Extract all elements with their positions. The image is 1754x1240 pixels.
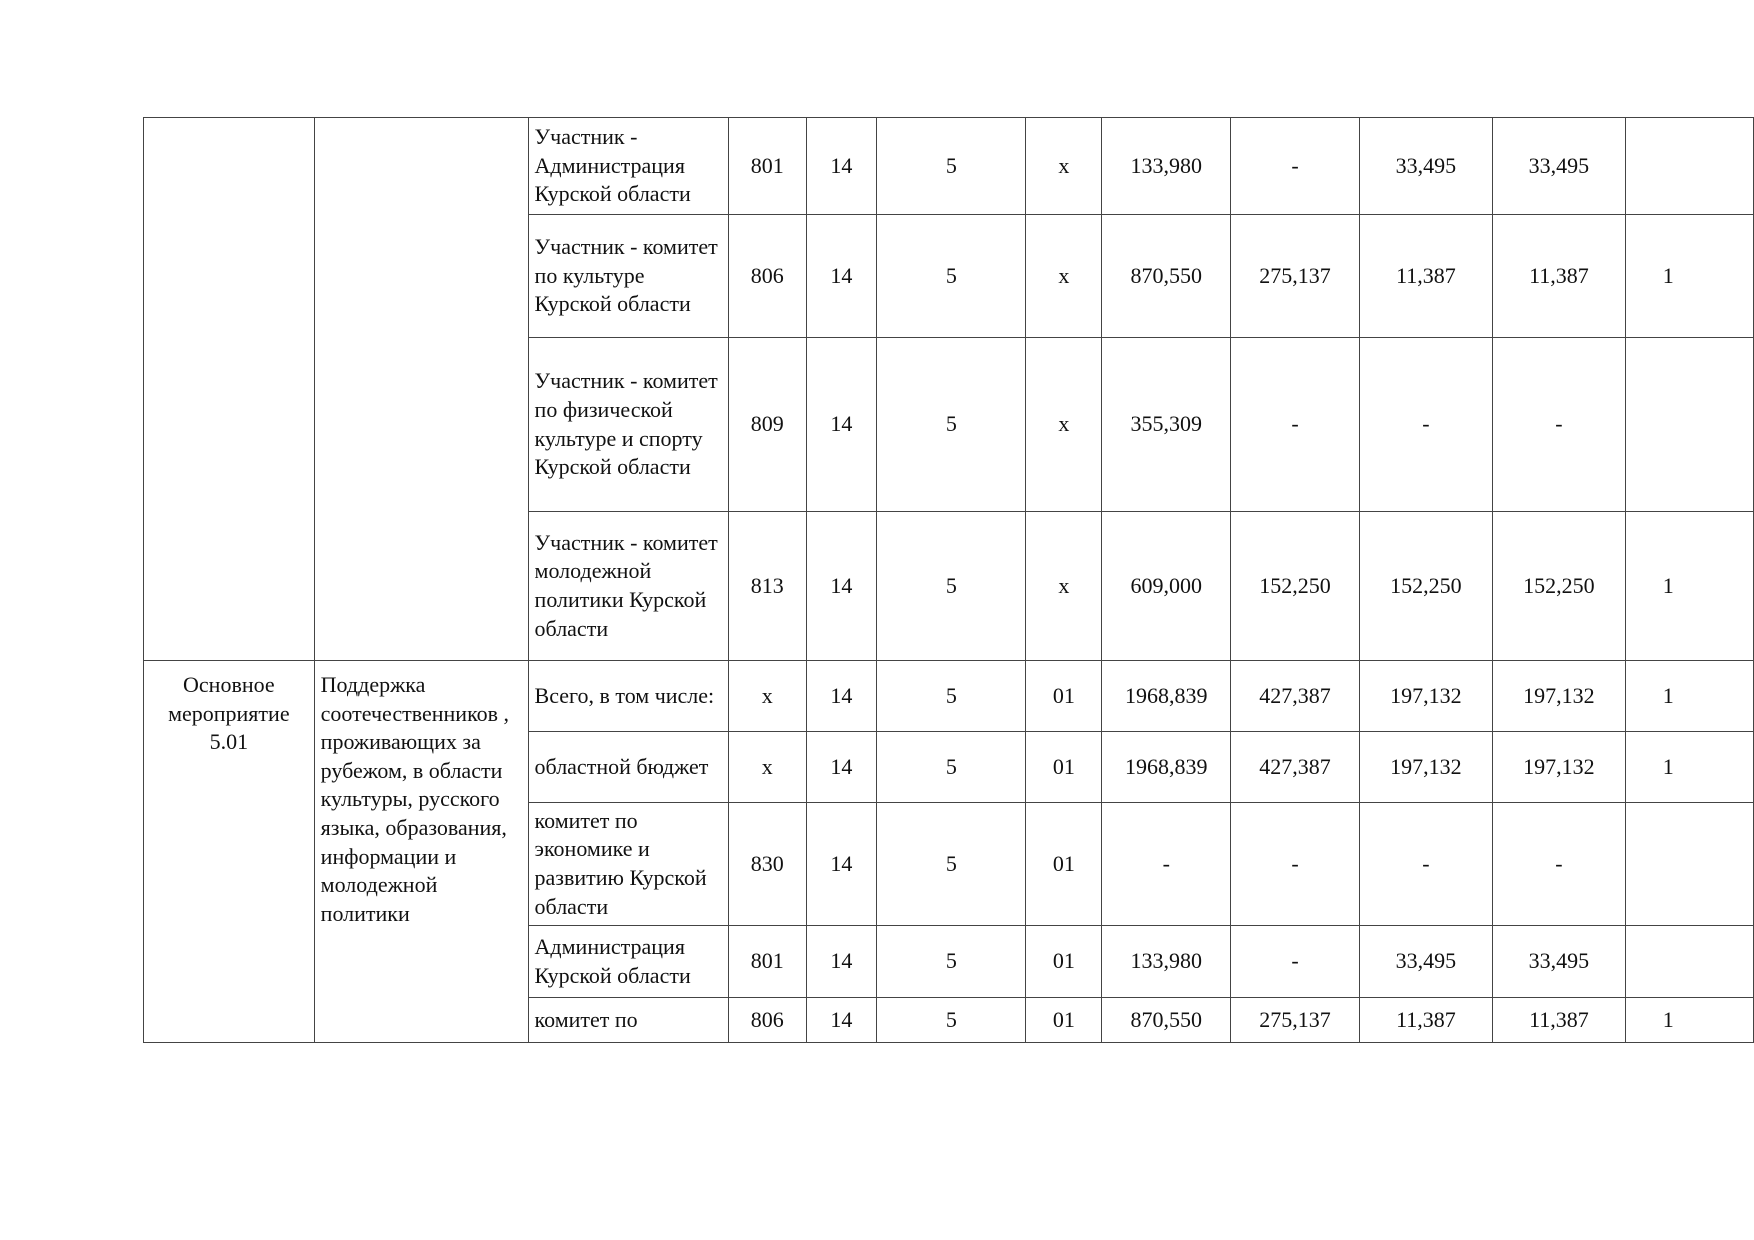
om-cell: 01 [1026, 998, 1102, 1043]
name-cell: Участник - Администрация Курской области [528, 118, 729, 215]
v5-cell [1625, 338, 1753, 512]
budget-table [143, 117, 1754, 1043]
table-row [144, 661, 1754, 732]
gp-cell: 5 [877, 118, 1026, 215]
v5-cell: 1 [1625, 512, 1753, 661]
grbs-cell: x [729, 732, 806, 803]
v4-cell: 11,387 [1493, 998, 1626, 1043]
om-cell: x [1026, 512, 1102, 661]
v3-cell: 152,250 [1359, 512, 1492, 661]
name-cell: Всего, в том числе: [528, 661, 729, 732]
om-cell: x [1026, 215, 1102, 338]
rz-cell: 14 [806, 512, 877, 661]
v1-cell: 133,980 [1102, 926, 1231, 998]
v2-cell: - [1231, 338, 1359, 512]
v3-cell: 11,387 [1359, 215, 1492, 338]
v3-cell: 33,495 [1359, 118, 1492, 215]
om-cell: 01 [1026, 661, 1102, 732]
om-cell: x [1026, 118, 1102, 215]
v3-cell: - [1359, 338, 1492, 512]
name-cell: комитет по экономике и развитию Курской области [528, 803, 729, 926]
name-cell: Участник - комитет по культуре Курской области [528, 215, 729, 338]
grbs-cell: 806 [729, 998, 806, 1043]
v5-cell: 1 [1625, 215, 1753, 338]
v3-cell: 197,132 [1359, 661, 1492, 732]
rz-cell: 14 [806, 803, 877, 926]
v3-cell: - [1359, 803, 1492, 926]
name-cell: Участник - комитет по физической культуре и спорту Курской области [528, 338, 729, 512]
gp-cell: 5 [877, 732, 1026, 803]
rz-cell: 14 [806, 118, 877, 215]
gp-cell: 5 [877, 661, 1026, 732]
v1-cell: 1968,839 [1102, 732, 1231, 803]
gp-cell: 5 [877, 338, 1026, 512]
activity-code-cell: Основное мероприятие 5.01 [144, 661, 315, 1043]
grbs-cell: 801 [729, 118, 806, 215]
name-cell: Администрация Курской области [528, 926, 729, 998]
om-cell: 01 [1026, 732, 1102, 803]
v2-cell: - [1231, 926, 1359, 998]
grbs-cell: 809 [729, 338, 806, 512]
om-cell: 01 [1026, 803, 1102, 926]
grbs-cell: 801 [729, 926, 806, 998]
v1-cell: 355,309 [1102, 338, 1231, 512]
v1-cell: 609,000 [1102, 512, 1231, 661]
v2-cell: - [1231, 803, 1359, 926]
v1-cell: - [1102, 803, 1231, 926]
v4-cell: 33,495 [1493, 118, 1626, 215]
grbs-cell: 806 [729, 215, 806, 338]
v4-cell: 197,132 [1493, 732, 1626, 803]
grbs-cell: 830 [729, 803, 806, 926]
gp-cell: 5 [877, 215, 1026, 338]
table-row [144, 118, 1754, 215]
v2-cell: - [1231, 118, 1359, 215]
v2-cell: 427,387 [1231, 661, 1359, 732]
v5-cell [1625, 926, 1753, 998]
v2-cell: 427,387 [1231, 732, 1359, 803]
v4-cell: 152,250 [1493, 512, 1626, 661]
v1-cell: 1968,839 [1102, 661, 1231, 732]
v3-cell: 197,132 [1359, 732, 1492, 803]
activity-title-cell: Поддержка соотечественников , проживающих за рубежом, в области культуры, русского языка, образования, информации и молодежной политики [314, 661, 528, 1043]
gp-cell: 5 [877, 998, 1026, 1043]
v3-cell: 11,387 [1359, 998, 1492, 1043]
v4-cell: 197,132 [1493, 661, 1626, 732]
rz-cell: 14 [806, 998, 877, 1043]
gp-cell: 5 [877, 803, 1026, 926]
v1-cell: 870,550 [1102, 998, 1231, 1043]
v4-cell: 11,387 [1493, 215, 1626, 338]
activity-code-cell [144, 118, 315, 661]
v5-cell: 1 [1625, 732, 1753, 803]
v5-cell [1625, 118, 1753, 215]
name-cell: комитет по [528, 998, 729, 1043]
v1-cell: 870,550 [1102, 215, 1231, 338]
v5-cell: 1 [1625, 661, 1753, 732]
rz-cell: 14 [806, 926, 877, 998]
gp-cell: 5 [877, 512, 1026, 661]
v5-cell: 1 [1625, 998, 1753, 1043]
v2-cell: 275,137 [1231, 215, 1359, 338]
name-cell: областной бюджет [528, 732, 729, 803]
rz-cell: 14 [806, 215, 877, 338]
v3-cell: 33,495 [1359, 926, 1492, 998]
gp-cell: 5 [877, 926, 1026, 998]
rz-cell: 14 [806, 732, 877, 803]
v4-cell: - [1493, 803, 1626, 926]
name-cell: Участник - комитет молодежной политики Курской области [528, 512, 729, 661]
v2-cell: 275,137 [1231, 998, 1359, 1043]
budget-table-container [143, 117, 1754, 1043]
rz-cell: 14 [806, 661, 877, 732]
om-cell: x [1026, 338, 1102, 512]
activity-title-cell [314, 118, 528, 661]
om-cell: 01 [1026, 926, 1102, 998]
grbs-cell: x [729, 661, 806, 732]
v4-cell: - [1493, 338, 1626, 512]
v1-cell: 133,980 [1102, 118, 1231, 215]
v4-cell: 33,495 [1493, 926, 1626, 998]
v5-cell [1625, 803, 1753, 926]
rz-cell: 14 [806, 338, 877, 512]
grbs-cell: 813 [729, 512, 806, 661]
v2-cell: 152,250 [1231, 512, 1359, 661]
